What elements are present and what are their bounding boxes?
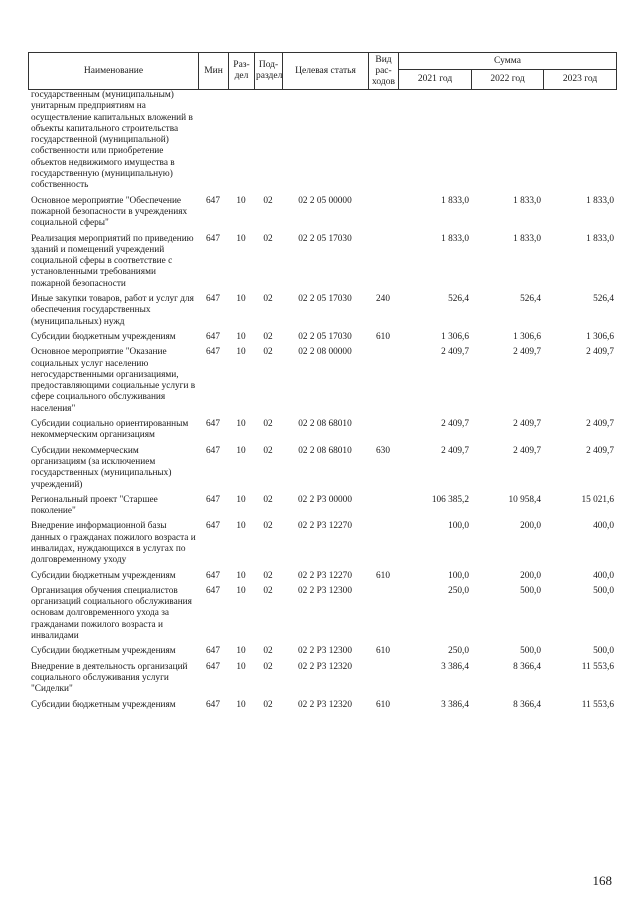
page-number: 168 <box>592 873 612 888</box>
table-row <box>28 586 616 646</box>
row-name: Основное мероприятие "Оказание социальных услуг населению негосударственными организациями, предоставляющими социальные услуги в сфере социального обслуживания населения" <box>31 347 196 414</box>
row-podrazdel: 02 <box>263 570 273 581</box>
table-row <box>28 347 616 419</box>
row-vid <box>368 586 398 646</box>
row-sum-2022: 500,0 <box>520 646 541 657</box>
row-sum-2021: 106 385,2 <box>431 494 469 505</box>
table-row <box>28 571 616 586</box>
row-razdel: 10 <box>236 585 246 596</box>
row-sum-2023: 400,0 <box>593 570 614 581</box>
row-sum-2021: 2 409,7 <box>441 419 469 430</box>
table-row <box>28 332 616 347</box>
row-sum-2023: 15 021,6 <box>581 494 614 505</box>
header-sum: Сумма <box>399 53 617 70</box>
row-name: Субсидии бюджетным учреждениям <box>31 331 176 342</box>
table-row <box>28 700 616 715</box>
row-sum-2022 <box>471 90 543 196</box>
row-target: 02 2 P3 12300 <box>298 646 352 657</box>
header-2023: 2023 год <box>544 70 617 90</box>
table-row <box>28 234 616 294</box>
row-name: государственным (муниципальным) унитарным предприятиям на осуществление капитальных вложений в объекты капитального строительства государственной (муниципальной) собственности или приобретение объектов недвижимого имущества в государственную (муниципальную) собственность <box>31 90 193 191</box>
row-target: 02 2 P3 12300 <box>298 585 352 596</box>
row-sum-2022: 2 409,7 <box>513 445 541 456</box>
row-podrazdel <box>254 90 282 196</box>
row-podrazdel: 02 <box>263 646 273 657</box>
row-vid <box>368 234 398 294</box>
row-vid: 630 <box>376 445 390 456</box>
row-sum-2023: 2 409,7 <box>586 445 614 456</box>
header-name: Наименование <box>29 53 199 90</box>
row-razdel: 10 <box>236 661 246 672</box>
row-vid <box>368 347 398 419</box>
row-sum-2021: 1 833,0 <box>441 233 469 244</box>
row-vid <box>368 419 398 446</box>
row-podrazdel: 02 <box>263 494 273 505</box>
row-sum-2023: 1 833,0 <box>586 195 614 206</box>
row-name: Субсидии социально ориентированным некоммерческим организациям <box>31 419 189 441</box>
row-name: Внедрение информационной базы данных о гражданах пожилого возраста и инвалидах, нуждающихся в услугах по долговременному уходу <box>31 521 196 566</box>
row-sum-2023: 400,0 <box>593 521 614 532</box>
row-razdel: 10 <box>236 419 246 430</box>
row-name: Основное мероприятие "Обеспечение пожарной безопасности в учреждениях социальной сферы" <box>31 195 188 229</box>
row-vid <box>368 495 398 522</box>
row-sum-2022: 10 958,4 <box>508 494 541 505</box>
row-sum-2021: 1 833,0 <box>441 195 469 206</box>
row-min: 647 <box>206 570 220 581</box>
row-min: 647 <box>206 294 220 305</box>
row-sum-2021: 100,0 <box>448 521 469 532</box>
table-row <box>28 662 616 700</box>
row-podrazdel: 02 <box>263 331 273 342</box>
row-razdel: 10 <box>236 195 246 206</box>
header-2022: 2022 год <box>472 70 544 90</box>
row-min: 647 <box>206 419 220 430</box>
table-row <box>28 446 616 495</box>
row-target: 02 2 08 00000 <box>298 347 352 358</box>
row-sum-2021: 250,0 <box>448 585 469 596</box>
row-vid: 610 <box>376 570 390 581</box>
row-podrazdel: 02 <box>263 699 273 710</box>
row-vid: 610 <box>376 646 390 657</box>
row-name: Внедрение в деятельность организаций социального обслуживания услуги "Сиделки" <box>31 661 188 695</box>
row-podrazdel: 02 <box>263 195 273 206</box>
row-min: 647 <box>206 585 220 596</box>
row-target: 02 2 P3 00000 <box>298 494 352 505</box>
row-razdel: 10 <box>236 570 246 581</box>
row-sum-2021: 2 409,7 <box>441 445 469 456</box>
table-row <box>28 90 616 196</box>
row-target: 02 2 P3 12320 <box>298 661 352 672</box>
row-target: 02 2 P3 12270 <box>298 521 352 532</box>
row-vid <box>368 90 398 196</box>
header-podrazdel: Под-раздел <box>255 53 283 90</box>
row-sum-2023 <box>543 90 616 196</box>
row-razdel: 10 <box>236 494 246 505</box>
row-name: Субсидии бюджетным учреждениям <box>31 570 176 581</box>
row-target: 02 2 08 68010 <box>298 419 352 430</box>
row-sum-2021: 526,4 <box>448 294 469 305</box>
row-sum-2021: 3 386,4 <box>441 661 469 672</box>
row-podrazdel: 02 <box>263 419 273 430</box>
header-vid: Вид рас-ходов <box>369 53 399 90</box>
table-row <box>28 495 616 522</box>
row-vid <box>368 662 398 700</box>
row-sum-2023: 2 409,7 <box>586 347 614 358</box>
row-vid <box>368 521 398 570</box>
row-podrazdel: 02 <box>263 445 273 456</box>
row-min: 647 <box>206 494 220 505</box>
row-target: 02 2 05 00000 <box>298 195 352 206</box>
budget-table <box>28 90 616 715</box>
row-sum-2023: 1 306,6 <box>586 331 614 342</box>
row-razdel: 10 <box>236 646 246 657</box>
row-sum-2022: 1 306,6 <box>513 331 541 342</box>
row-sum-2022: 200,0 <box>520 521 541 532</box>
row-name: Субсидии бюджетным учреждениям <box>31 646 176 657</box>
header-razdel: Раз-дел <box>229 53 255 90</box>
table-header <box>28 52 617 90</box>
row-podrazdel: 02 <box>263 233 273 244</box>
table-row <box>28 294 616 332</box>
row-sum-2021: 250,0 <box>448 646 469 657</box>
row-name: Иные закупки товаров, работ и услуг для обеспечения государственных (муниципальных) нужд <box>31 294 194 327</box>
row-razdel: 10 <box>236 699 246 710</box>
row-podrazdel: 02 <box>263 347 273 358</box>
row-sum-2023: 500,0 <box>593 585 614 596</box>
row-vid <box>368 196 398 234</box>
row-sum-2022: 200,0 <box>520 570 541 581</box>
row-min: 647 <box>206 646 220 657</box>
row-sum-2021: 1 306,6 <box>441 331 469 342</box>
row-sum-2021: 100,0 <box>448 570 469 581</box>
row-vid: 610 <box>376 331 390 342</box>
table-row <box>28 521 616 570</box>
table-row <box>28 419 616 446</box>
row-target: 02 2 08 68010 <box>298 445 352 456</box>
row-target: 02 2 05 17030 <box>298 233 352 244</box>
row-sum-2023: 526,4 <box>593 294 614 305</box>
row-name: Региональный проект "Старшее поколение" <box>31 494 158 517</box>
row-sum-2022: 500,0 <box>520 585 541 596</box>
row-sum-2021 <box>398 90 471 196</box>
row-min: 647 <box>206 195 220 206</box>
row-sum-2022: 8 366,4 <box>513 661 541 672</box>
row-sum-2022: 2 409,7 <box>513 347 541 358</box>
row-target: 02 2 05 17030 <box>298 331 352 342</box>
row-sum-2023: 11 553,6 <box>581 699 614 710</box>
row-name: Реализация мероприятий по приведению зданий и помещений учреждений социальной сферы в соответствие с установленными требованиями пожарной безопасности <box>31 233 194 289</box>
row-sum-2021: 2 409,7 <box>441 347 469 358</box>
row-sum-2022: 2 409,7 <box>513 419 541 430</box>
row-sum-2023: 1 833,0 <box>586 233 614 244</box>
row-sum-2022: 8 366,4 <box>513 699 541 710</box>
header-target: Целевая статья <box>283 53 369 90</box>
row-razdel: 10 <box>236 521 246 532</box>
row-name: Субсидии бюджетным учреждениям <box>31 699 176 710</box>
row-min: 647 <box>206 521 220 532</box>
row-sum-2023: 500,0 <box>593 646 614 657</box>
header-min: Мин <box>199 53 229 90</box>
table-row <box>28 646 616 661</box>
row-target <box>282 90 368 196</box>
row-sum-2023: 11 553,6 <box>581 661 614 672</box>
row-min: 647 <box>206 699 220 710</box>
row-razdel <box>228 90 254 196</box>
row-sum-2021: 3 386,4 <box>441 699 469 710</box>
row-podrazdel: 02 <box>263 521 273 532</box>
row-razdel: 10 <box>236 445 246 456</box>
row-podrazdel: 02 <box>263 294 273 305</box>
row-min: 647 <box>206 233 220 244</box>
row-min: 647 <box>206 445 220 456</box>
row-podrazdel: 02 <box>263 661 273 672</box>
row-razdel: 10 <box>236 347 246 358</box>
header-2021: 2021 год <box>399 70 472 90</box>
row-razdel: 10 <box>236 233 246 244</box>
row-min: 647 <box>206 347 220 358</box>
row-sum-2022: 526,4 <box>520 294 541 305</box>
row-target: 02 2 05 17030 <box>298 294 352 305</box>
row-name: Организация обучения специалистов организаций социального обслуживания основам долговременного ухода за гражданами пожилого возраста и инвалидами <box>31 585 192 642</box>
row-sum-2023: 2 409,7 <box>586 419 614 430</box>
row-sum-2022: 1 833,0 <box>513 195 541 206</box>
table-row <box>28 196 616 234</box>
row-razdel: 10 <box>236 294 246 305</box>
row-vid: 610 <box>376 699 390 710</box>
row-podrazdel: 02 <box>263 585 273 596</box>
row-razdel: 10 <box>236 331 246 342</box>
row-sum-2022: 1 833,0 <box>513 233 541 244</box>
row-min <box>198 90 228 196</box>
row-min: 647 <box>206 661 220 672</box>
row-vid: 240 <box>376 294 390 305</box>
row-min: 647 <box>206 331 220 342</box>
row-name: Субсидии некоммерческим организациям (за исключением государственных (муниципальных) учреждений) <box>31 445 172 490</box>
row-target: 02 2 P3 12270 <box>298 570 352 581</box>
row-target: 02 2 P3 12320 <box>298 699 352 710</box>
